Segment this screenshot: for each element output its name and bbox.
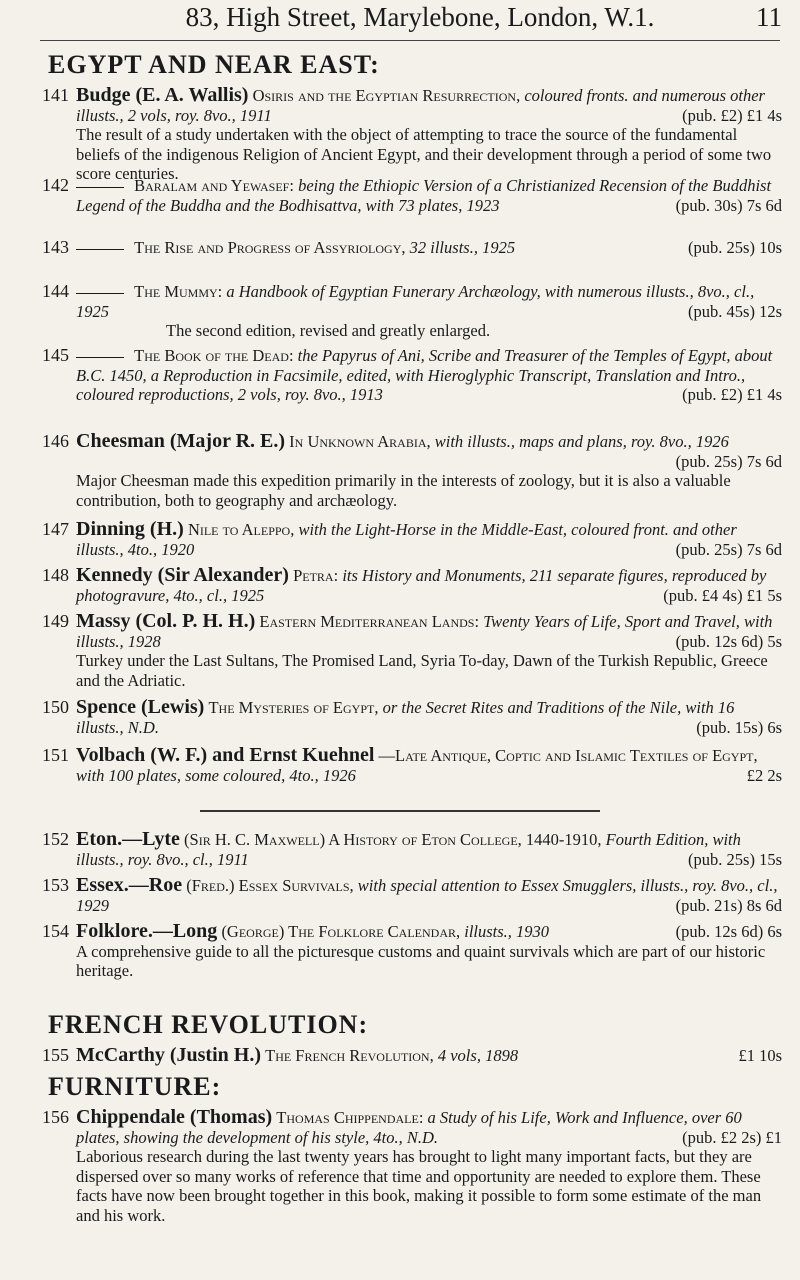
catalogue-entry	[42, 176, 782, 215]
entry-title: Osiris and the Egyptian Resurrection,	[252, 86, 521, 105]
entry-number: 145	[42, 345, 69, 365]
entry-details: a Handbook of Egyptian Funerary Archæology, with numerous illusts., 8vo., cl., 1925	[76, 282, 755, 321]
entry-title: The French Revolution,	[265, 1046, 434, 1065]
entry-details: Fourth Edition, with illusts., roy. 8vo., cl., 1911	[76, 830, 741, 869]
entry-number: 142	[42, 175, 69, 195]
entry-number: 141	[42, 85, 69, 105]
entry-details: with special attention to Essex Smugglers, illusts., roy. 8vo., cl., 1929	[76, 876, 778, 915]
catalogue-entry	[42, 876, 782, 915]
section-heading-furniture: FURNITURE:	[48, 1072, 222, 1101]
entry-title: Baralam and Yewasef:	[134, 176, 294, 195]
catalogue-entry	[42, 830, 782, 869]
catalogue-entry	[42, 746, 782, 785]
entry-author: Eton.—Lyte	[76, 828, 180, 850]
entry-number: 148	[42, 565, 69, 585]
entry-details: with the Light-Horse in the Middle-East, coloured front. and other illusts., 4to., 1920	[76, 520, 737, 559]
entry-details: being the Ethiopic Version of a Christianized Recension of the Buddhist Legend of the Buddha and the Bodhisattva, with 73 plates, 1923	[76, 176, 772, 215]
entry-price: (pub. £2) £1 4s	[682, 385, 782, 404]
entry-number: 147	[42, 519, 69, 539]
entry-note: A comprehensive guide to all the picturesque customs and quaint survivals which are part of our historic heritage.	[76, 941, 766, 980]
catalogue-entry	[42, 698, 782, 737]
page-number: 11	[756, 2, 782, 32]
entry-price: (pub. 30s) 7s 6d	[675, 195, 782, 215]
section-divider	[200, 810, 600, 812]
entry-author: Kennedy (Sir Alexander)	[76, 564, 289, 586]
entry-details: a Study of his Life, Work and Influence, over 60 plates, showing the development of his style, 4to., N.D.	[76, 1108, 742, 1147]
entry-details: 4 vols, 1898	[437, 1046, 519, 1065]
entry-price: (pub. £2 2s) £1	[682, 1127, 782, 1147]
entry-details: or the Secret Rites and Traditions of the Nile, with 16 illusts., N.D.	[76, 698, 735, 737]
entry-number: 151	[42, 745, 69, 765]
ditto-rule	[76, 249, 124, 250]
entry-number: 149	[42, 611, 69, 631]
entry-author: Budge (E. A. Wallis)	[76, 84, 249, 106]
ditto-rule	[76, 187, 124, 188]
entry-title: (Fred.) Essex Survivals,	[186, 876, 354, 895]
entry-price: (pub. 21s) 8s 6d	[675, 895, 782, 915]
entry-author: Cheesman (Major R. E.)	[76, 430, 286, 452]
entry-author: McCarthy (Justin H.)	[76, 1044, 261, 1066]
entry-number: 156	[42, 1107, 69, 1127]
entry-author: Chippendale (Thomas)	[76, 1106, 273, 1128]
entry-title: The Rise and Progress of Assyriology,	[134, 238, 406, 257]
catalogue-entry	[42, 612, 782, 690]
entry-title: In Unknown Arabia,	[289, 432, 431, 451]
entry-author: Essex.—Roe	[76, 874, 183, 896]
ditto-rule	[76, 293, 124, 294]
entry-price: (pub. 25s) 7s 6d	[675, 451, 782, 471]
catalogue-entry	[42, 922, 782, 981]
catalogue-entry	[42, 1108, 782, 1225]
entry-note: Laborious research during the last twenty years has brought to light many important facts, but they are dispersed over so many works of reference that time and opportunity are needed to explore them. These facts have now been brought together in this book, making it possible to form some estimate of the man and his work.	[76, 1147, 762, 1225]
entry-details: Twenty Years of Life, Sport and Travel, with illusts., 1928	[76, 612, 773, 651]
entry-details: the Papyrus of Ani, Scribe and Treasurer of the Temples of Egypt, about B.C. 1450, a Reproduction in Facsimile, edited, with Hieroglyphic Transcript, Translation and Intro., coloured reproductions, 2 vols, roy. 8vo., 1913	[76, 346, 773, 404]
entry-price: £2 2s	[746, 765, 782, 785]
entry-details: with 100 plates, some coloured, 4to., 1926	[76, 765, 356, 785]
entry-details: its History and Monuments, 211 separate figures, reproduced by photogravure, 4to., cl., 1925	[76, 566, 767, 605]
catalogue-entry	[42, 346, 782, 405]
entry-number: 146	[42, 431, 69, 451]
catalogue-entry	[42, 432, 782, 510]
entry-author: Massy (Col. P. H. H.)	[76, 610, 256, 632]
ditto-rule	[76, 357, 124, 358]
entry-title: Nile to Aleppo,	[187, 520, 295, 539]
header-rule	[40, 40, 780, 41]
entry-note: The second edition, revised and greatly enlarged.	[166, 321, 491, 340]
entry-number: 155	[42, 1045, 69, 1065]
entry-title: Thomas Chippendale:	[276, 1108, 424, 1127]
entry-author: Folklore.—Long	[76, 920, 218, 942]
entry-note: The result of a study undertaken with the object of attempting to trace the source of the fundamental beliefs of the indigenous Religion of Ancient Egypt, and their development through a period of some two score centuries.	[76, 125, 772, 183]
entry-title: The Mysteries of Egypt,	[208, 698, 379, 717]
catalogue-entry	[42, 520, 782, 559]
entry-number: 150	[42, 697, 69, 717]
entry-price: (pub. 45s) 12s	[688, 301, 782, 321]
entry-author: Volbach (W. F.) and Ernst Kuehnel	[76, 744, 375, 766]
entry-number: 153	[42, 875, 69, 895]
entry-price: (pub. 25s) 7s 6d	[675, 539, 782, 559]
section-heading-egypt: EGYPT AND NEAR EAST:	[48, 50, 380, 79]
entry-title: The Mummy:	[134, 282, 223, 301]
catalogue-entry	[42, 238, 782, 258]
entry-price: (pub. 12s 6d) 5s	[675, 631, 782, 651]
section-heading-french-revolution: FRENCH REVOLUTION:	[48, 1010, 369, 1039]
entry-title: Eastern Mediterranean Lands:	[259, 612, 480, 631]
entry-number: 143	[42, 237, 69, 257]
entry-price: (pub. 25s) 10s	[688, 238, 782, 257]
entry-details: illusts., 1930	[464, 922, 550, 941]
entry-number: 154	[42, 921, 69, 941]
catalogue-entry	[42, 566, 782, 605]
entry-note: Turkey under the Last Sultans, The Promised Land, Syria To-day, Dawn of the Turkish Republic, Greece and the Adriatic.	[76, 651, 768, 690]
header-address: 83, High Street, Marylebone, London, W.1.	[185, 2, 655, 32]
catalogue-entry	[42, 282, 782, 341]
page-header	[40, 0, 800, 34]
entry-details: with illusts., maps and plans, roy. 8vo., 1926	[434, 432, 729, 451]
entry-title: (Sir H. C. Maxwell) A History of Eton College, 1440-1910,	[184, 830, 602, 849]
entry-price: £1 10s	[738, 1046, 782, 1065]
entry-title: The Book of the Dead:	[134, 346, 294, 365]
entry-title: —Late Antique, Coptic and Islamic Textiles of Egypt,	[378, 746, 758, 765]
entry-number: 144	[42, 281, 69, 301]
entry-title: Petra:	[293, 566, 339, 585]
entry-details: 32 illusts., 1925	[409, 238, 516, 257]
entry-author: Spence (Lewis)	[76, 696, 205, 718]
entry-author: Dinning (H.)	[76, 518, 184, 540]
entry-number: 152	[42, 829, 69, 849]
catalogue-entry	[42, 86, 782, 184]
entry-price: (pub. 25s) 15s	[688, 849, 782, 869]
entry-price: (pub. 15s) 6s	[696, 717, 782, 737]
entry-price: (pub. £2) £1 4s	[682, 105, 782, 125]
catalogue-entry	[42, 1046, 782, 1066]
entry-details: coloured fronts. and numerous other illusts., 2 vols, roy. 8vo., 1911	[76, 86, 765, 125]
entry-note: Major Cheesman made this expedition primarily in the interests of zoology, but it is also a valuable contribution, both to geography and archæology.	[76, 471, 731, 510]
entry-price: (pub. 12s 6d) 6s	[675, 922, 782, 941]
entry-title: (George) The Folklore Calendar,	[221, 922, 461, 941]
entry-price: (pub. £4 4s) £1 5s	[663, 585, 782, 605]
